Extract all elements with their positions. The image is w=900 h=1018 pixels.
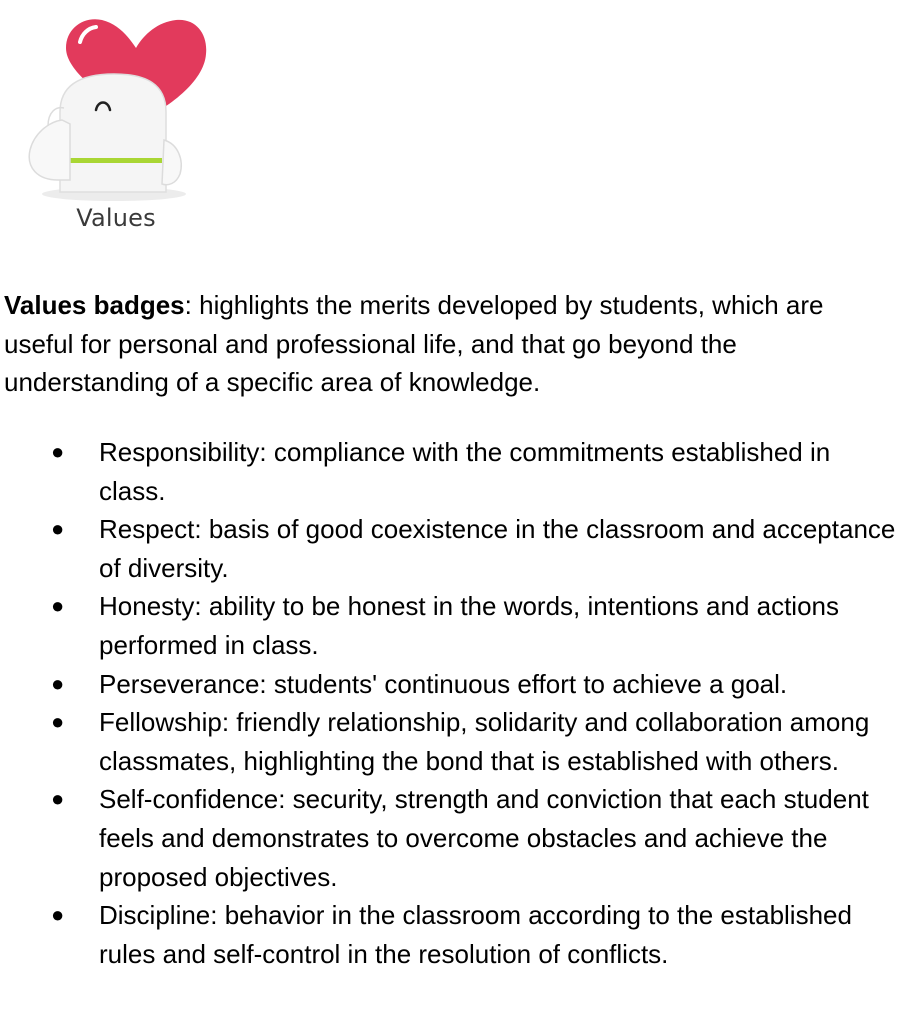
value-name: Discipline <box>99 900 211 931</box>
value-description: : friendly relationship, solidarity and collaboration among classmates, highlighting the bond that is established with others. <box>99 707 870 776</box>
list-item <box>0 703 900 780</box>
badge-caption: Values <box>76 204 156 232</box>
value-description: : students' continuous effort to achieve a goal. <box>259 668 788 699</box>
value-description: : compliance with the commitments established in class. <box>99 437 831 506</box>
value-name: Self-confidence <box>99 784 279 815</box>
value-description: : security, strength and conviction that each student feels and demonstrates to overcome obstacles and achieve the proposed objectives. <box>99 784 869 892</box>
values-badge <box>18 12 218 242</box>
robot-holding-heart-icon <box>18 12 218 212</box>
value-name: Honesty <box>99 591 195 622</box>
value-description: : basis of good coexistence in the classroom and acceptance of diversity. <box>99 514 896 583</box>
bullet-icon: ● <box>51 902 65 928</box>
list-item <box>0 896 900 973</box>
intro-paragraph <box>4 286 896 402</box>
value-description: : behavior in the classroom according to the established rules and self-control in the resolution of conflicts. <box>99 900 852 969</box>
list-item <box>0 665 900 704</box>
list-item <box>0 780 900 896</box>
bullet-icon: ● <box>51 709 65 735</box>
list-item <box>0 510 900 587</box>
value-name: Perseverance <box>99 668 260 699</box>
intro-text: : highlights the merits developed by students, which are useful for personal and professional life, and that go beyond the understanding of a specific area of knowledge. <box>4 290 824 398</box>
value-name: Respect <box>99 514 195 545</box>
bullet-icon: ● <box>51 593 65 619</box>
bullet-icon: ● <box>51 516 65 542</box>
intro-title: Values badges <box>4 290 185 320</box>
values-list <box>0 433 900 973</box>
value-name: Responsibility <box>99 437 260 467</box>
list-item <box>0 587 900 664</box>
list-item <box>0 433 900 510</box>
bullet-icon: ● <box>51 439 65 464</box>
bullet-icon: ● <box>51 670 65 696</box>
value-name: Fellowship <box>99 707 222 738</box>
value-description: : ability to be honest in the words, intentions and actions performed in class. <box>99 591 840 660</box>
bullet-icon: ● <box>51 786 65 812</box>
